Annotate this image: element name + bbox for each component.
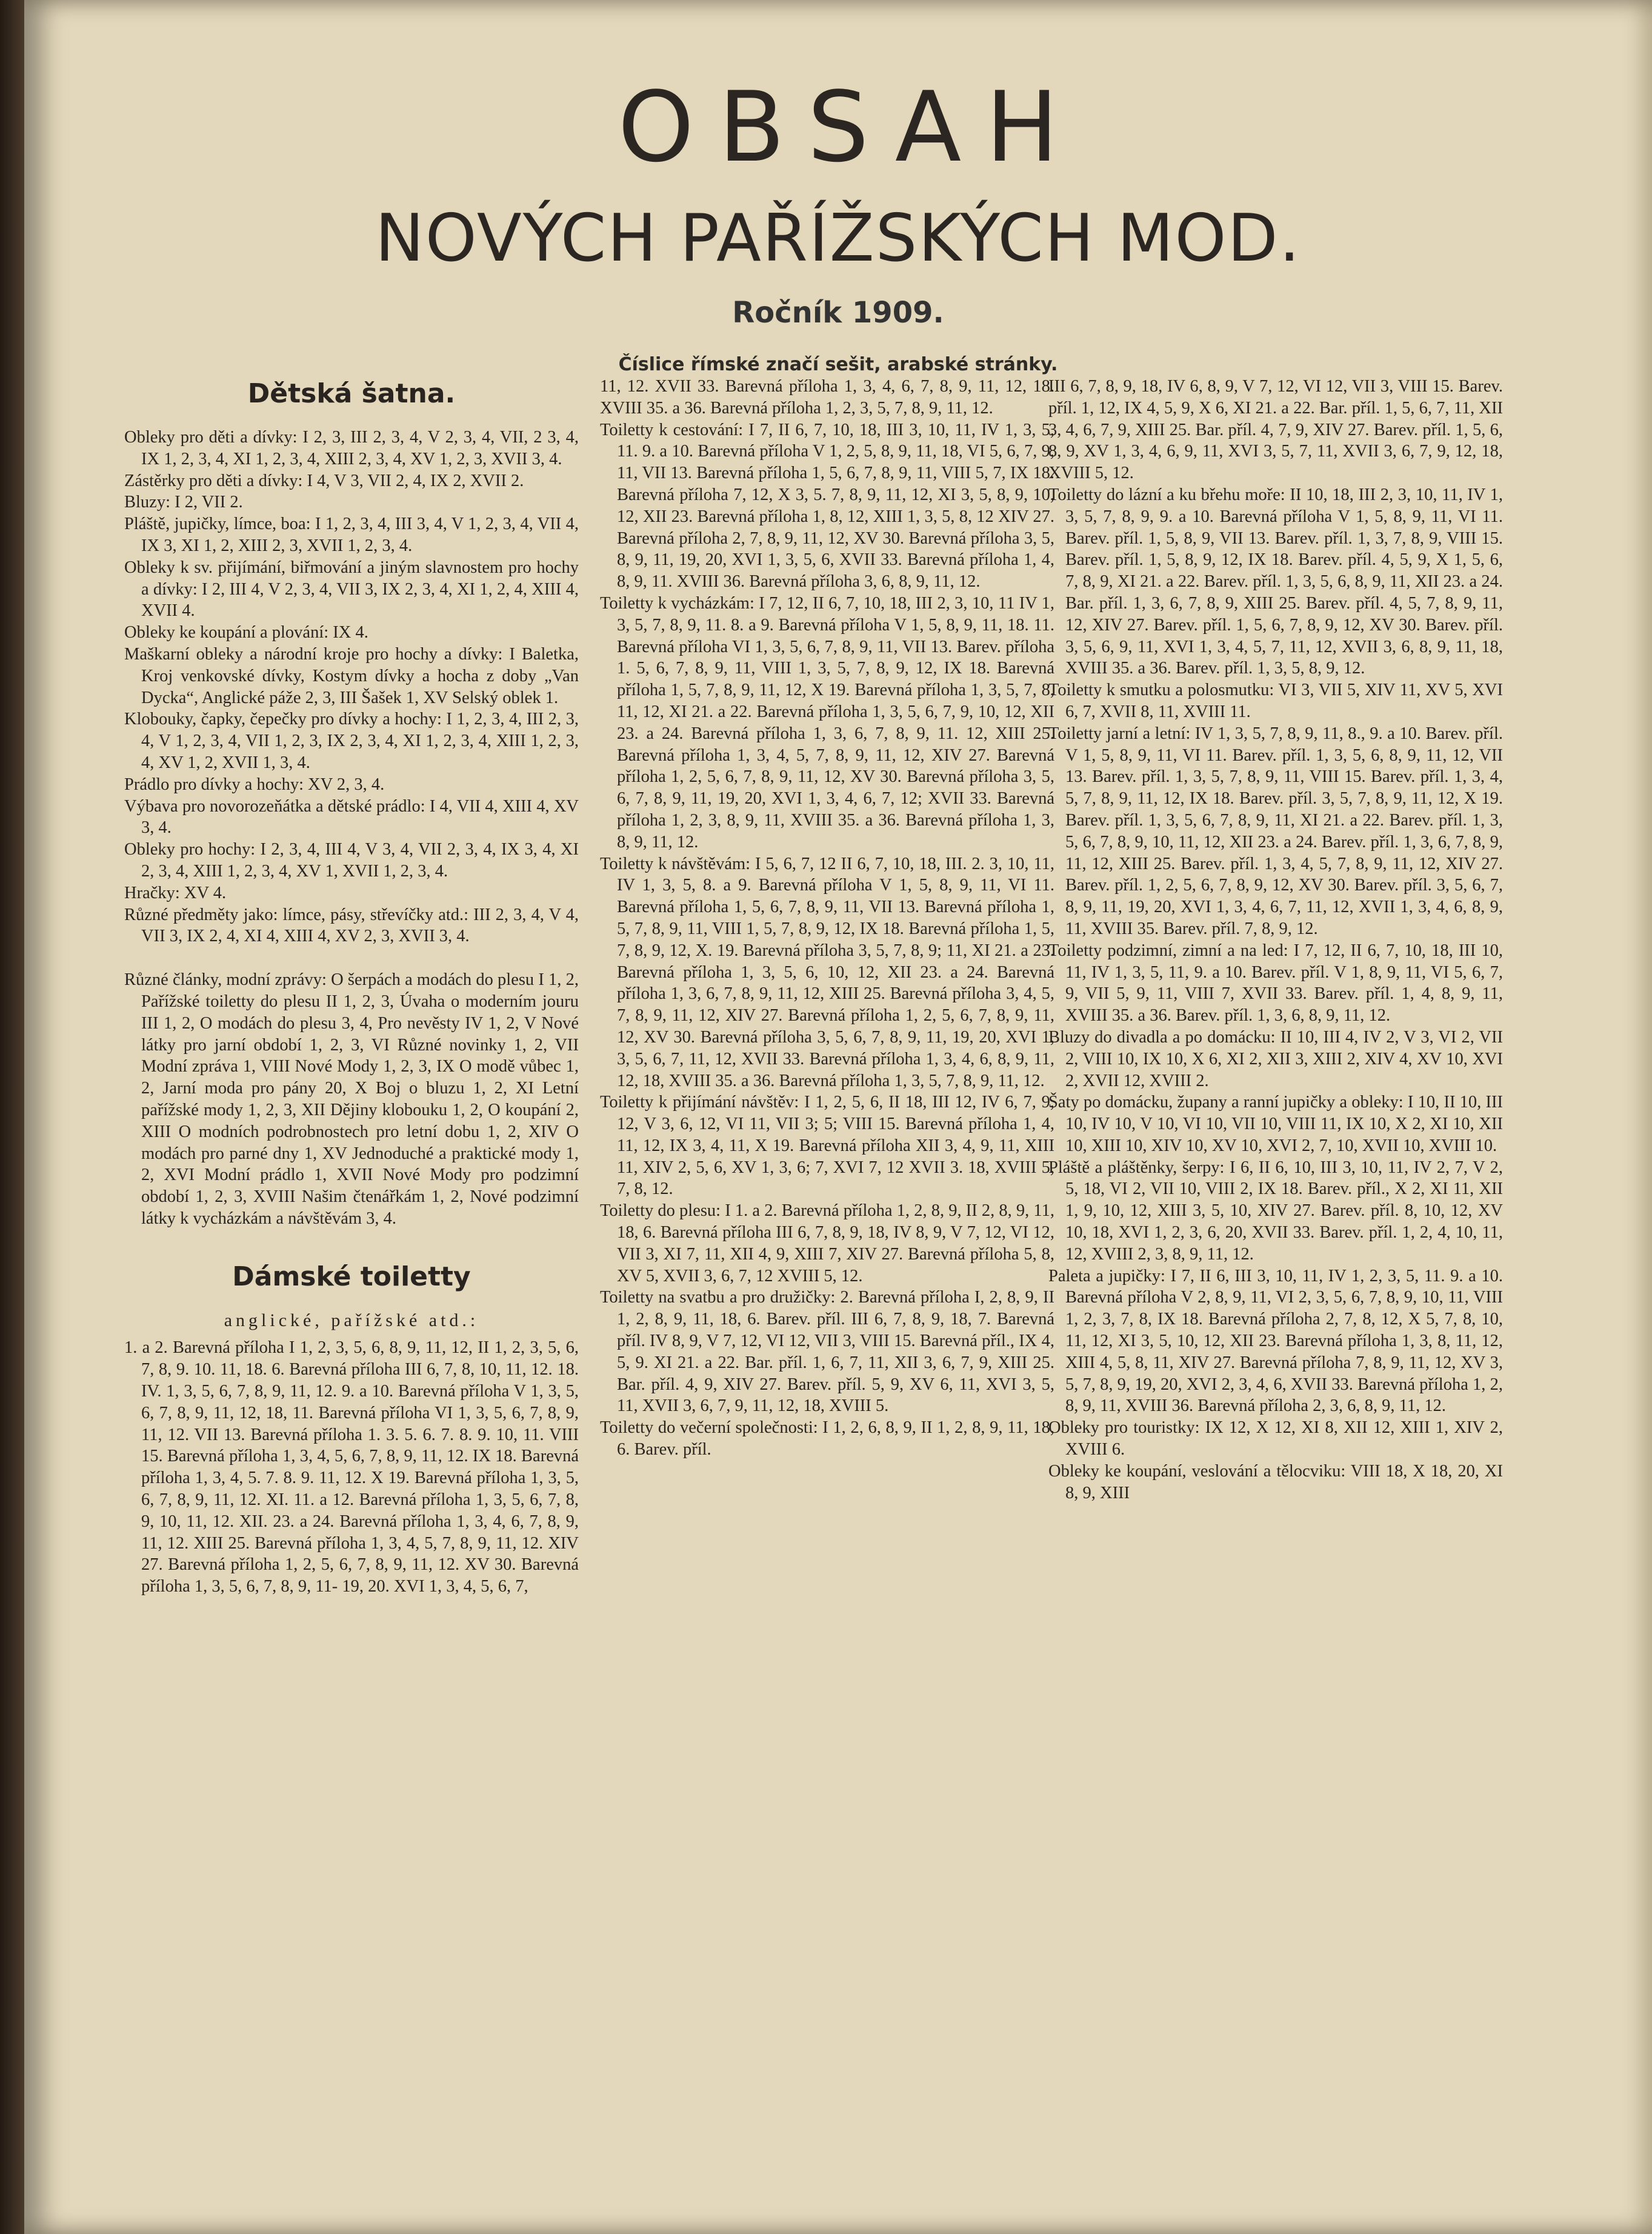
section-heading-childrens-wear: Dětská šatna. bbox=[247, 378, 456, 409]
index-entry: Toiletty k přijímání návštěv: I 1, 2, 5, 6, II 18, III 12, IV 6, 7, 9, 12, V 3, 6, 12, VI 11, VII 3; 5; VIII 15. Barevná příloha 1, 4, 11, 12, IX 3, 4, 11, X 19. Barevná příloha XII 3, 4, 9, 11, XIII 11, XIV 2, 5, 6, XV 1, 3, 6; 7, XVI 7, 12 XVII 3. 18, XVIII 5, 7, 8, 12. bbox=[600, 1093, 1054, 1199]
index-entry: Toiletty k návštěvám: I 5, 6, 7, 12 II 6, 7, 10, 18, III. 2. 3, 10, 11, IV 1, 3, 5, 8. a 9. Barevná příloha V 1, 5, 8, 9, 11, VI 11. Barevná příloha 1, 5, 6, 7, 8, 9, 11, VII 13. Barevná příloha 1, 5, 7, 8, 9, 11, VIII 1, 5, 7, 8, 9, 12, IX 18. Barevná příloha 1, 5, 7, 8, 9, 12, X. 19. Barevná příloha 3, 5, 7, 8, 9; 11, XI 21. a 23. Barevná příloha 1, 3, 5, 6, 10, 12, XII 23. a 24. Barevná příloha 1, 3, 6, 7, 8, 9, 11, 12, XIII 25. Barevná příloha 3, 4, 5, 7, 8, 9, 11, 12, XIV 27. Barevná příloha 1, 2, 5, 6, 7, 8, 9, 11, 12, XV 30. Barevná příloha 3, 5, 6, 7, 8, 9, 11, 19, 20, XVI 1, 3, 5, 6, 7, 11, 12, XVII 33. Barevná příloha 1, 3, 4, 6, 8, 9, 11, 12, 18, XVIII 35. a 36. Barevná příloha 1, 3, 5, 7, 8, 9, 11, 12. bbox=[600, 854, 1054, 1090]
index-entry: Toiletty k smutku a polosmutku: VI 3, VII 5, XIV 11, XV 5, XVI 6, 7, XVII 8, 11, XVIII 11. bbox=[1048, 681, 1503, 721]
index-entry: Prádlo pro dívky a hochy: XV 2, 3, 4. bbox=[124, 775, 385, 794]
index-entry: Šaty po domácku, župany a ranní jupičky a obleky: I 10, II 10, III 10, IV 10, V 10, VI 10, VII 10, VIII 11, IX 10, X 2, XI 10, XII 10, XIII 10, XIV 10, XV 10, XVI 2, 7, 10, XVII 10, XVIII 10. bbox=[1048, 1093, 1503, 1155]
section-subheading: anglické, pařížské atd.: bbox=[224, 1310, 479, 1330]
index-entry: Obleky ke koupání a plování: IX 4. bbox=[124, 623, 368, 642]
index-entry: Toiletty jarní a letní: IV 1, 3, 5, 7, 8, 9, 11, 8., 9. a 10. Barev. příl. V 1, 5, 8, 9, 11, VI 11. Barev. příl. 1, 3, 5, 6, 8, 9, 11, 12, VII 13. Barev. příl. 1, 3, 5, 7, 8, 9, 11, VIII 15. Barev. příl. 1, 3, 4, 5, 7, 8, 9, 11, 12, IX 18. Barev. příl. 3, 5, 7, 8, 9, 11, 12, X 19. Barev. příl. 1, 3, 5, 6, 7, 8, 9, 11, XI 21. a 22. Barev. příl. 1, 3, 5, 6, 7, 8, 9, 10, 11, 12, XII 23. a 24. Barev. příl. 1, 3, 6, 7, 8, 9, 11, 12, XIII 25. Barev. příl. 1, 3, 4, 5, 7, 8, 9, 11, 12, XIV 27. Barev. příl. 1, 2, 5, 6, 7, 8, 9, 12, XV 30. Barev. příl. 3, 5, 6, 7, 8, 9, 11, 19, 20, XVI 1, 3, 4, 6, 7, 11, 12, XVII 1, 3, 4, 6, 8, 9, 11, XVIII 35. Barev. příl. 7, 8, 9, 12. bbox=[1048, 724, 1503, 938]
page-header bbox=[24, 70, 1652, 375]
index-entry: Obleky ke koupání, veslování a tělocviku: VIII 18, X 18, 20, XI 8, 9, XIII bbox=[1048, 1461, 1503, 1502]
continuation-text: III 6, 7, 8, 9, 18, IV 6, 8, 9, V 7, 12, VI 12, VII 3, VIII 15. Barev. příl. 1, 12, IX 4, 5, 9, X 6, XI 21. a 22. Bar. příl. 1, 5, 6, 7, 11, XII 3, 4, 6, 7, 9, XIII 25. Bar. příl. 4, 7, 9, XIV 27. Barev. příl. 1, 5, 6, 8, 9, XV 1, 3, 4, 6, 9, 11, XVI 3, 5, 7, 11, XVII 3, 6, 7, 9, 12, 18, XVIII 5, 12. bbox=[1048, 377, 1503, 483]
index-entry: Toiletty do lázní a ku břehu moře: II 10, 18, III 2, 3, 10, 11, IV 1, 3, 5, 7, 8, 9, 9. a 10. Barevná příloha V 1, 5, 8, 9, 11, VI 11. Barev. příl. 1, 5, 8, 9, VII 13. Barev. příl. 1, 3, 7, 8, 9, VIII 15. Barev. příl. 1, 5, 8, 9, 12, IX 18. Barev. příl. 4, 5, 9, X 1, 5, 6, 7, 8, 9, XI 21. a 22. Barev. příl. 1, 3, 5, 6, 8, 9, 11, XII 23. a 24. Bar. příl. 1, 3, 6, 7, 8, 9, XIII 25. Barev. příl. 4, 5, 7, 8, 9, 11, 12, XIV 27. Barev. příl. 1, 5, 6, 7, 8, 9, 12, XV 30. Barev. příl. 3, 5, 6, 9, 11, XVI 1, 3, 4, 5, 7, 11, 12, XVII 3, 6, 8, 9, 11, 18, XVIII 35. a 36. Barev. příl. 1, 3, 5, 8, 9, 12. bbox=[1048, 485, 1503, 678]
index-entry: Bluzy: I 2, VII 2. bbox=[124, 493, 243, 512]
articles-entry: Různé články, modní zprávy: O šerpách a modách do plesu I 1, 2, Pařížské toiletty do plesu II 1, 2, 3, Úvaha o moderním jouru III 1, 2, O modách do plesu 3, 4, Pro nevěsty IV 1, 2, V Nové látky pro jarní období 1, 2, 3, VI Různé novinky 1, 2, VII Modní zpráva 1, VIII Nové Mody 1, 2, 3, IX O modě vůbec 1, 2, Jarní moda pro pány 20, X Boj o bluzu 1, 2, XI Letní pařížské mody 1, 2, 3, XII Dějiny klobouku 1, 2, O koupání 2, XIII O modních podrobnostech pro letní dobu 1, 2, XIV O modách pro parné dny 1, XV Jednoduché a praktické mody 1, 2, XVI Modní prádlo 1, XVII Nové Mody pro podzimní období 1, 2, 3, XVIII Našim čtenářkám 1, 2, Nové podzimní látky k vycházkám a návštěvám 3, 4. bbox=[124, 970, 579, 1228]
volume-year: Ročník 1909. bbox=[732, 296, 944, 330]
index-entry: 1. a 2. Barevná příloha I 1, 2, 3, 5, 6, 8, 9, 11, 12, II 1, 2, 3, 5, 6, 7, 8, 9. 10. 11, 18. 6. Barevná příloha III 6, 7, 8, 10, 11, 12. 18. IV. 1, 3, 5, 6, 7, 8, 9, 11, 12. 9. a 10. Barevná příloha V 1, 3, 5, 6, 7, 8, 9, 11, 12, 18, 11. Barevná příloha VI 1, 3, 5, 6, 7, 8, 9, 11, 12. VII 13. Barevná příloha 1. 3. 5. 6. 7. 8. 9. 10, 11. VIII 15. Barevná příloha 1, 3, 4, 5, 6, 7, 8, 9, 11, 12. IX 18. Barevná příloha 1, 3, 4, 5. 7. 8. 9. 11, 12. X 19. Barevná příloha 1, 3, 5, 6, 7, 8, 9, 11, 12. XI. 11. a 12. Barevná příloha 1, 3, 5, 6, 7, 8, 9, 10, 11, 12. XII. 23. a 24. Barevná příloha 1, 3, 4, 6, 7, 8, 9, 11, 12. XIII 25. Barevná příloha 1, 3, 4, 5, 7, 8, 9, 11, 12. XIV 27. Barevná příloha 1, 2, 5, 6, 7, 8, 9, 11, 12. XV 30. Barevná příloha 1, 3, 5, 6, 7, 8, 9, 11- 19, 20. XVI 1, 3, 4, 5, 6, 7, bbox=[124, 1338, 579, 1596]
index-entry: Toiletty k cestování: I 7, II 6, 7, 10, 18, III 3, 10, 11, IV 1, 3, 5, 11. 9. a 10. Barevná příloha V 1, 2, 5, 8, 9, 11, 18, VI 5, 6, 7, 9, 11, VII 13. Barevná příloha 1, 5, 6, 7, 8, 9, 11, VIII 5, 7, IX 18. Barevná příloha 7, 12, X 3, 5. 7, 8, 9, 11, 12, XI 3, 5, 8, 9, 10, 12, XII 23. Barevná příloha 1, 8, 12, XIII 1, 3, 5, 8, 12 XIV 27. Barevná příloha 2, 7, 8, 9, 11, 12, XV 30. Barevná příloha 3, 5, 8, 9, 11, 19, 20, XVI 1, 3, 5, 6, XVII 33. Barevná příloha 1, 4, 8, 9, 11. XVIII 36. Barevná příloha 3, 6, 8, 9, 11, 12. bbox=[600, 420, 1054, 592]
index-entry: Různé předměty jako: límce, pásy, střevíčky atd.: III 2, 3, 4, V 4, VII 3, IX 2, 4, XI 4, XIII 4, XV 2, 3, XVII 3, 4. bbox=[124, 905, 579, 946]
column-right bbox=[1048, 376, 1503, 1504]
index-entry: Toiletty k vycházkám: I 7, 12, II 6, 7, 10, 18, III 2, 3, 10, 11 IV 1, 3, 5, 7, 8, 9, 11. 8. a 9. Barevná příloha V 1, 5, 8, 9, 11, 18. 11. Barevná příloha VI 1, 3, 5, 6, 7, 8, 9, 11, VII 13. Barev. příloha 1. 5, 6, 7, 8, 9, 11, VIII 1, 3, 5, 7, 8, 9, 12, IX 18. Barevná příloha 1, 5, 7, 8, 9, 11, 12, X 19. Barevná příloha 1, 3, 5, 7, 8, 11, 12, XI 21. a 22. Barevná příloha 1, 3, 5, 6, 7, 9, 10, 12, XII 23. a 24. Barevná příloha 1, 3, 6, 7, 8, 9, 11. 12, XIII 25. Barevná příloha 1, 3, 4, 5, 7, 8, 9, 11, 12, XIV 27. Barevná příloha 1, 2, 5, 6, 7, 8, 9, 11, 12, XV 30. Barevná příloha 3, 5, 6, 7, 8, 9, 11, 19, 20, XVI 1, 3, 4, 6, 7, 12; XVII 33. Barevná příloha 1, 2, 3, 8, 9, 11, XVIII 35. a 36. Barevná příloha 1, 3, 8, 9, 11, 12. bbox=[600, 593, 1054, 852]
index-entry: Obleky k sv. přijímání, biřmování a jiným slavnostem pro hochy a dívky: I 2, III 4, V 2, 3, 4, VII 3, IX 2, 3, 4, XI 1, 2, 4, XIII 4, XVII 4. bbox=[124, 558, 579, 621]
index-entry: Toiletty podzimní, zimní a na led: I 7, 12, II 6, 7, 10, 18, III 10, 11, IV 1, 3, 5, 11, 9. a 10. Barev. příl. V 1, 8, 9, 11, VI 5, 6, 7, 9, VII 5, 9, 11, VIII 7, XVII 33. Barev. příl. 1, 4, 8, 9, 11, XVIII 35. a 36. Barev. příl. 1, 3, 6, 8, 9, 11, 12. bbox=[1048, 941, 1503, 1025]
index-entry: Paleta a jupičky: I 7, II 6, III 3, 10, 11, IV 1, 2, 3, 5, 11. 9. a 10. Barevná příloha V 2, 8, 9, 11, VI 2, 3, 5, 6, 7, 8, 9, 10, 11, VIII 1, 2, 3, 7, 8, IX 18. Barevná příloha 2, 7, 8, 12, X 5, 7, 8, 10, 11, 12, XI 3, 5, 10, 12, XII 23. Barevná příloha 1, 3, 8, 11, 12, XIII 4, 5, 8, 11, XIV 27. Barevná příloha 7, 8, 9, 11, 12, XV 3, 5, 7, 8, 9, 19, 20, XVI 2, 3, 4, 6, XVII 33. Barevná příloha 1, 2, 8, 9, 11, XVIII 36. Barevná příloha 2, 3, 6, 8, 9, 11, 12. bbox=[1048, 1266, 1503, 1416]
column-middle bbox=[600, 376, 1054, 1461]
index-entry: Obleky pro děti a dívky: I 2, 3, III 2, 3, 4, V 2, 3, 4, VII, 2 3, 4, IX 1, 2, 3, 4, XI 1, 2, 3, 4, XIII 2, 3, 4, XV 1, 2, 3, XVII 3, 4. bbox=[124, 428, 579, 468]
index-entry: Bluzy do divadla a po domácku: II 10, III 4, IV 2, V 3, VI 2, VII 2, VIII 10, IX 10, X 6, XI 2, XII 3, XIII 2, XIV 4, XV 10, XVI 2, XVII 12, XVIII 2. bbox=[1048, 1027, 1503, 1090]
page-title: OBSAH bbox=[618, 70, 1083, 184]
index-entry: Hračky: XV 4. bbox=[124, 883, 227, 902]
index-entry: Klobouky, čapky, čepečky pro dívky a hochy: I 1, 2, 3, 4, III 2, 3, 4, V 1, 2, 3, 4, VII 1, 2, 3, IX 2, 3, 4, XI 1, 2, 3, 4, XIII 1, 2, 3, 4, XV 1, 2, XVII 1, 3, 4. bbox=[124, 710, 579, 772]
index-entry: Zástěrky pro děti a dívky: I 4, V 3, VII 2, 4, IX 2, XVII 2. bbox=[124, 471, 524, 490]
index-page bbox=[24, 0, 1652, 2234]
index-entry: Toiletty do plesu: I 1. a 2. Barevná příloha 1, 2, 8, 9, II 2, 8, 9, 11, 18, 6. Barevná příloha III 6, 7, 8, 9, 18, IV 8, 9, V 7, 12, VI 12, VII 3, XI 7, 11, XII 4, 9, XIII 7, XIV 27. Barevná příloha 5, 8, XV 5, XVII 3, 6, 7, 12 XVIII 5, 12. bbox=[600, 1201, 1054, 1285]
column-left bbox=[124, 376, 579, 1598]
section-heading-ladies-toilettes: Dámské toiletty bbox=[232, 1261, 471, 1292]
index-entry: Obleky pro hochy: I 2, 3, 4, III 4, V 3, 4, VII 2, 3, 4, IX 3, 4, XI 2, 3, 4, XIII 1, 2, 3, 4, XV 1, XVII 1, 2, 3, 4. bbox=[124, 840, 579, 881]
continuation-text: 11, 12. XVII 33. Barevná příloha 1, 3, 4, 6, 7, 8, 9, 11, 12, 18. XVIII 35. a 36. Barevná příloha 1, 2, 3, 5, 7, 8, 9, 11, 12. bbox=[600, 377, 1054, 418]
index-entry: Výbava pro novorozeňátka a dětské prádlo: I 4, VII 4, XIII 4, XV 3, 4. bbox=[124, 796, 579, 838]
binding-edge bbox=[0, 0, 24, 2234]
page-subtitle: NOVÝCH PAŘÍŽSKÝCH MOD. bbox=[375, 201, 1301, 276]
numbering-note: Číslice římské značí sešit, arabské stránky. bbox=[618, 354, 1058, 375]
index-entry: Toiletty na svatbu a pro družičky: 2. Barevná příloha I, 2, 8, 9, II 1, 2, 8, 9, 11, 18, 6. Barev. příl. III 6, 7, 8, 9, 18, 7. Barevná příl. IV 8, 9, V 7, 12, VI 12, VII 3, VIII 15. Barevná příl., IX 4, 5, 9. XI 21. a 22. Bar. příl. 1, 6, 7, 11, XII 3, 6, 7, 9, XIII 25. Bar. příl. 4, 9, XIV 27. Barev. příl. 5, 9, XV 6, 11, XVI 3, 5, 11, XVII 3, 6, 7, 9, 11, 12, 18, XVIII 5. bbox=[600, 1288, 1054, 1416]
index-entry: Pláště a pláštěnky, šerpy: I 6, II 6, 10, III 3, 10, 11, IV 2, 7, V 2, 5, 18, VI 2, VII 10, VIII 2, IX 18. Barev. příl., X 2, XI 11, XII 1, 9, 10, 12, XIII 3, 5, 10, XIV 27. Barev. příl. 8, 10, 12, XV 10, 18, XVI 1, 2, 3, 6, 20, XVII 33. Barev. příl. 1, 2, 4, 10, 11, 12, XVIII 2, 3, 8, 9, 11, 12. bbox=[1048, 1158, 1503, 1264]
index-entry: Maškarní obleky a národní kroje pro hochy a dívky: I Baletka, Kroj venkovské dívky, Kostym dívky a hocha z doby „Van Dycka“, Anglické páže 2, 3, III Šašek 1, XV Selský oblek 1. bbox=[124, 644, 579, 707]
index-entry: Pláště, jupičky, límce, boa: I 1, 2, 3, 4, III 3, 4, V 1, 2, 3, 4, VII 4, IX 3, XI 1, 2, XIII 2, 3, XVII 1, 2, 3, 4. bbox=[124, 515, 579, 555]
index-entry: Obleky pro touristky: IX 12, X 12, XI 8, XII 12, XIII 1, XIV 2, XVIII 6. bbox=[1048, 1418, 1503, 1459]
index-entry: Toiletty do večerní společnosti: I 1, 2, 6, 8, 9, II 1, 2, 8, 9, 11, 18, 6. Barev. příl. bbox=[600, 1418, 1054, 1459]
